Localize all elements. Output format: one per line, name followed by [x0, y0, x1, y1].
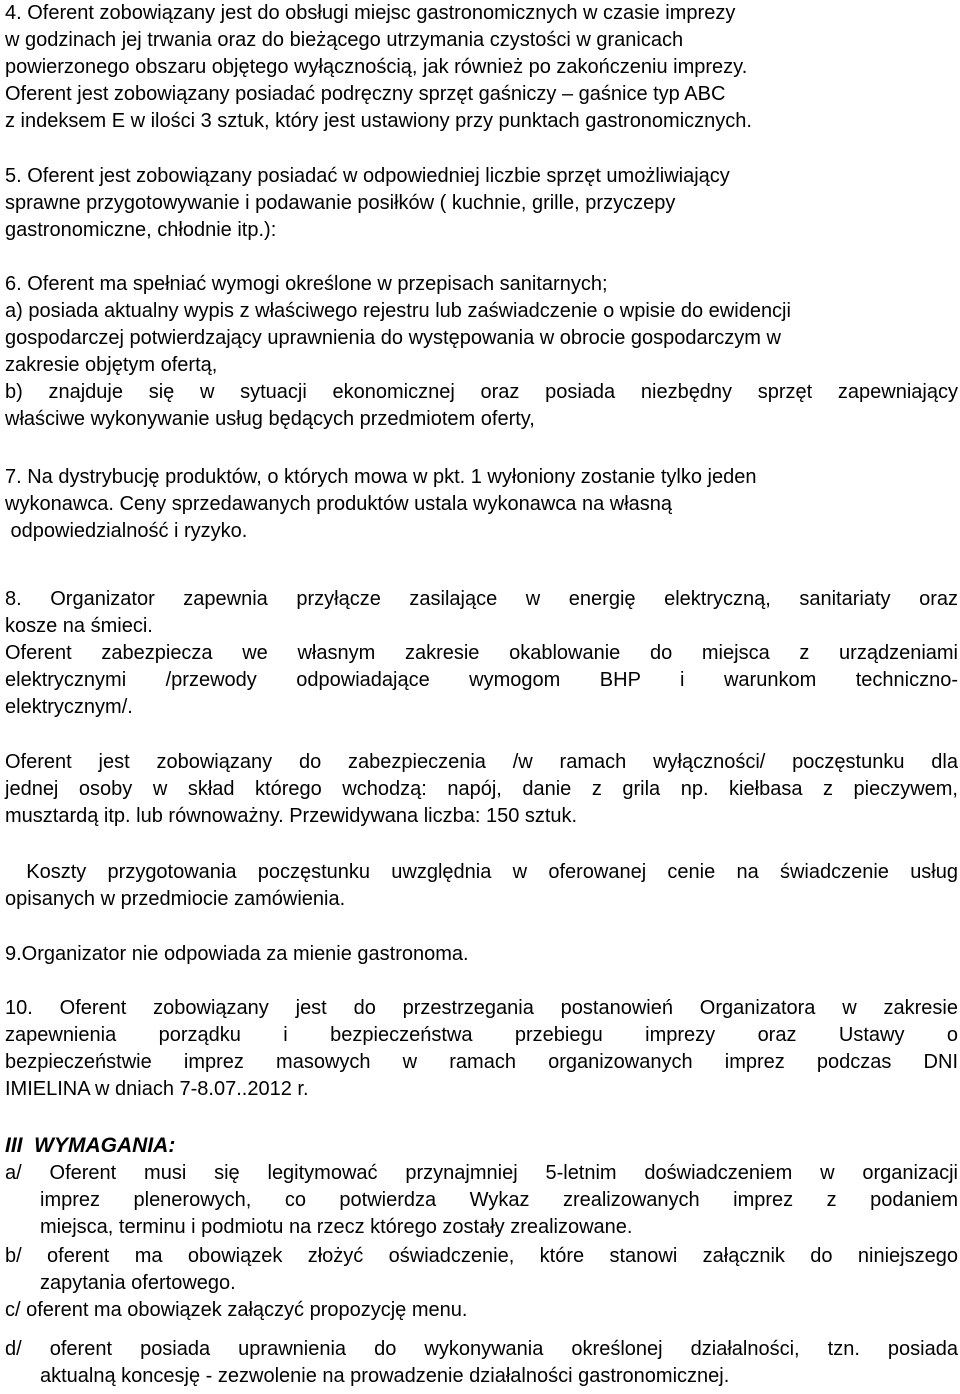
text-line: 9.Organizator nie odpowiada za mienie gastronoma.	[5, 943, 469, 965]
paragraph-5	[5, 163, 958, 244]
text-line: Oferent jest zobowiązany posiadać podręczny sprzęt gaśniczy – gaśnice typ ABC	[5, 83, 726, 105]
text-line: z indeksem E w ilości 3 sztuk, który jest ustawiony przy punktach gastronomicznych.	[5, 110, 752, 132]
requirement-b	[5, 1243, 958, 1297]
text-line: 10. Oferent zobowiązany jest do przestrzegania postanowień Organizatora w zakresie	[5, 997, 958, 1019]
paragraph-10	[5, 995, 958, 1103]
text-line: aktualną koncesję - zezwolenie na prowadzenie działalności gastronomicznej.	[40, 1365, 730, 1387]
text-line: a/ Oferent musi się legitymować przynajmniej 5-letnim doświadczeniem w organizacji	[5, 1162, 958, 1184]
paragraph-poczestunek	[5, 749, 958, 830]
paragraph-9	[5, 941, 958, 968]
paragraph-koszty	[5, 859, 958, 913]
text-line: powierzonego obszaru objętego wyłącznością, jak również po zakończeniu imprezy.	[5, 56, 748, 78]
paragraph-4	[5, 0, 958, 135]
text-line: zapytania ofertowego.	[40, 1272, 236, 1294]
text-line: Koszty przygotowania poczęstunku uwzględnia w oferowanej cenie na świadczenie usług	[5, 861, 958, 883]
text-line: wykonawca. Ceny sprzedawanych produktów ustala wykonawca na własną	[5, 493, 673, 515]
text-line: 4. Oferent zobowiązany jest do obsługi miejsc gastronomicznych w czasie imprezy	[5, 2, 736, 24]
text-line: IMIELINA w dniach 7-8.07..2012 r.	[5, 1078, 309, 1100]
paragraph-6	[5, 271, 958, 433]
text-line: 8. Organizator zapewnia przyłącze zasilające w energię elektryczną, sanitariaty oraz	[5, 588, 958, 610]
text-line: miejsca, terminu i podmiotu na rzecz którego zostały zrealizowane.	[40, 1216, 633, 1238]
text-line: Oferent zabezpiecza we własnym zakresie okablowanie do miejsca z urządzeniami	[5, 642, 958, 664]
paragraph-8	[5, 586, 958, 721]
text-line: zapewnienia porządku i bezpieczeństwa przebiegu imprezy oraz Ustawy o	[5, 1024, 958, 1046]
text-line: odpowiedzialność i ryzyko.	[5, 520, 248, 542]
text-line: c/ oferent ma obowiązek załączyć propozycję menu.	[5, 1299, 468, 1321]
text-line: 6. Oferent ma spełniać wymogi określone w przepisach sanitarnych;	[5, 273, 608, 295]
text-line: b/ oferent ma obowiązek złożyć oświadczenie, które stanowi załącznik do niniejszego	[5, 1245, 958, 1267]
text-line: d/ oferent posiada uprawnienia do wykonywania określonej działalności, tzn. posiada	[5, 1338, 958, 1360]
requirement-a	[5, 1160, 958, 1241]
text-line: a) posiada aktualny wypis z właściwego rejestru lub zaświadczenie o wpisie do ewidencji	[5, 300, 791, 322]
text-line: właściwe wykonywanie usług będących przedmiotem oferty,	[5, 408, 535, 430]
text-line: imprez plenerowych, co potwierdza Wykaz zrealizowanych imprez z podaniem	[40, 1189, 958, 1211]
requirement-c	[5, 1297, 958, 1324]
text-line: elektrycznymi /przewody odpowiadające wymogom BHP i warunkom techniczno-	[5, 669, 958, 691]
section-heading: III WYMAGANIA:	[5, 1134, 176, 1157]
text-line: musztardą itp. lub równoważny. Przewidywana liczba: 150 sztuk.	[5, 805, 578, 827]
text-line: elektrycznym/.	[5, 696, 133, 718]
text-line: b) znajduje się w sytuacji ekonomicznej oraz posiada niezbędny sprzęt zapewniający	[5, 381, 958, 403]
text-line: sprawne przygotowywanie i podawanie posiłków ( kuchnie, grille, przyczepy	[5, 192, 676, 214]
text-line: jednej osoby w skład którego wchodzą: napój, danie z grila np. kiełbasa z pieczywem,	[5, 778, 958, 800]
text-line: gospodarczej potwierdzający uprawnienia do występowania w obrocie gospodarczym w	[5, 327, 781, 349]
text-line: 7. Na dystrybucję produktów, o których mowa w pkt. 1 wyłoniony zostanie tylko jeden	[5, 466, 757, 488]
text-line: gastronomiczne, chłodnie itp.):	[5, 219, 277, 241]
text-line: bezpieczeństwie imprez masowych w ramach organizowanych imprez podczas DNI	[5, 1051, 958, 1073]
text-line: w godzinach jej trwania oraz do bieżącego utrzymania czystości w granicach	[5, 29, 684, 51]
text-line: Oferent jest zobowiązany do zabezpieczenia /w ramach wyłączności/ poczęstunku dla	[5, 751, 958, 773]
requirement-d	[5, 1336, 958, 1390]
text-line: opisanych w przedmiocie zamówienia.	[5, 888, 346, 910]
text-line: 5. Oferent jest zobowiązany posiadać w odpowiedniej liczbie sprzęt umożliwiający	[5, 165, 730, 187]
text-line: kosze na śmieci.	[5, 615, 153, 637]
paragraph-7	[5, 464, 958, 545]
text-line: zakresie objętym ofertą,	[5, 354, 218, 376]
